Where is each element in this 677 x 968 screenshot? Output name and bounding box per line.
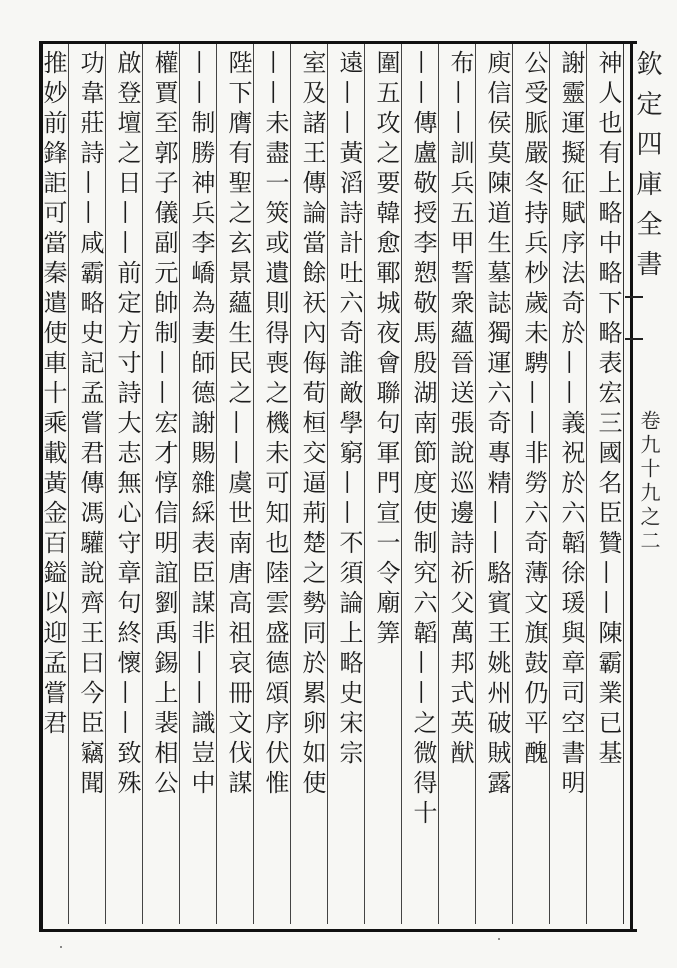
text-column: 圍五攻之要韓愈鄆城夜會聯句軍門宣一令廟筭 xyxy=(372,50,400,650)
text-column: 啟登壇之日——前定方寸詩大志無心守章句終懷——致殊 xyxy=(113,50,141,800)
text-column: 庾信侯莫陳道生墓誌獨運六奇專精——駱賓王姚州破賊露 xyxy=(483,50,511,800)
margin-header: 欽定四庫全書 xyxy=(632,50,662,290)
text-column: ——制勝神兵李嶠為妻師德謝賜雜綵表臣謀非——識豈中 xyxy=(187,50,215,800)
fishtail-mark xyxy=(625,296,643,340)
text-column: 推妙前鋒詎可當秦遣使車十乘載黃金百鎰以迎孟嘗君 xyxy=(39,50,67,740)
margin-volume: 卷九十九之二 xyxy=(637,410,661,554)
text-column: 神人也有上略中略下略表宏三國名臣贊——陳霸業已基 xyxy=(594,50,622,770)
text-column: 公受脈嚴冬持兵杪歲未騁——非勞六奇薄文旗鼓仍平醜 xyxy=(520,50,548,770)
ink-speck xyxy=(60,946,62,948)
ink-speck xyxy=(498,938,500,940)
text-column: ——傳盧敬授李愬敬馬殷湖南節度使制究六韜——之微得十 xyxy=(409,50,437,830)
text-column: 功韋莊詩——咸霸略史記孟嘗君傳馮驩說齊王曰今臣竊聞 xyxy=(76,50,104,800)
text-column: 室及諸王傳論當餘祆內侮荀桓交逼荊楚之勢同於累卵如使 xyxy=(298,50,326,800)
text-column: 布——訓兵五甲誓衆蘊晉送張說巡邊詩祈父萬邦式英猷 xyxy=(446,50,474,770)
text-column: ——未盡一筴或遺則得喪之機未可知也陸雲盛德頌序伏惟 xyxy=(261,50,289,800)
text-column: 謝靈運擬征賦序法奇於——義祝於六韜徐瑗與章司空書明 xyxy=(557,50,585,800)
text-column: 權賈至郭子儀副元帥制——宏才惇信明誼劉禹錫上裴相公 xyxy=(150,50,178,800)
text-column: 遠——黃滔詩計吐六奇誰敵學窮——不須論上略史宋宗 xyxy=(335,50,363,770)
text-column: 陛下膺有聖之玄景蘊生民之——虞世南唐高祖哀冊文伐謀 xyxy=(224,50,252,800)
